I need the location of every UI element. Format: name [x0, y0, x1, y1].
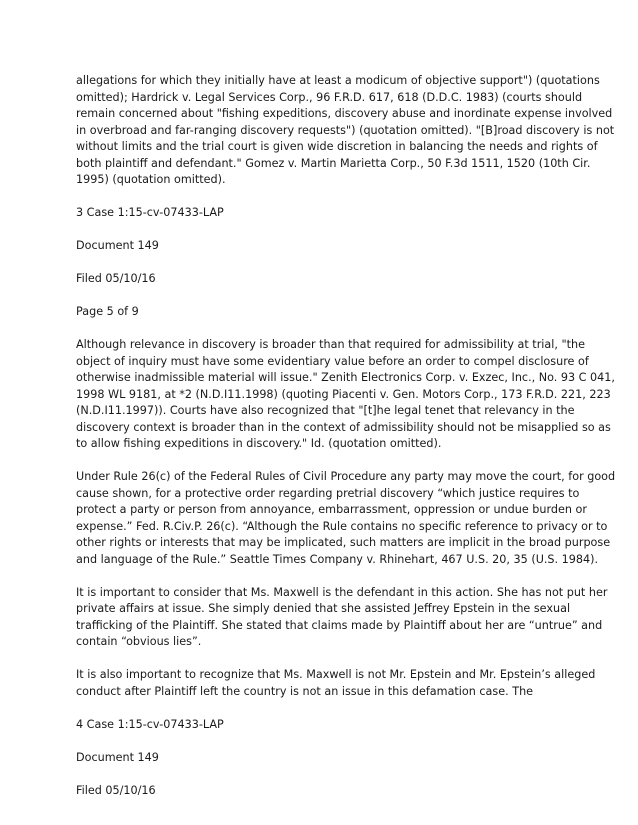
text-line: Document 149 — [76, 750, 159, 764]
text-line: Filed 05/10/16 — [76, 272, 156, 285]
text-line: other rights or interests that may be implicated, such matters are implicit in the broad purpose — [76, 536, 611, 549]
text-line: Page 5 of 9 — [76, 305, 139, 318]
text-line: cause shown, for a protective order regarding pretrial discovery “which justice requires to — [76, 486, 580, 500]
document-number — [76, 238, 576, 255]
text-line: omitted); Hardrick v. Legal Services Corp., 96 F.R.D. 617, 618 (D.D.C. 1983) (courts should — [76, 90, 583, 104]
text-line: 4 Case 1:15-cv-07433-LAP — [76, 717, 224, 731]
paragraph-defendant — [76, 585, 608, 651]
text-line: discovery context is broader than in the context of admissibility should not be misapplied so as — [76, 420, 611, 434]
text-line: trafficking of the Plaintiff. She stated that claims made by Plaintiff about her are “untrue” and — [76, 618, 603, 632]
text-line: allegations for which they initially have at least a modicum of objective support") (quotations — [76, 74, 600, 87]
filed-date — [76, 783, 576, 800]
text-line: conduct after Plaintiff left the country is not an issue in this defamation case. The — [76, 684, 534, 698]
document-page — [76, 73, 616, 816]
text-line: and language of the Rule.” Seattle Times Company v. Rhinehart, 467 U.S. 20, 35 (U.S. 1984). — [76, 552, 599, 566]
text-line: private affairs at issue. She simply denied that she assisted Jeffrey Epstein in the sexual — [76, 602, 571, 615]
text-line: 3 Case 1:15-cv-07433-LAP — [76, 206, 224, 219]
text-line: 1995) (quotation omitted). — [76, 173, 226, 186]
text-line: (N.D.I11.1997)). Courts have also recognized that "[t]he legal tenet that relevancy in the — [76, 404, 575, 417]
text-line: It is also important to recognize that Ms. Maxwell is not Mr. Epstein and Mr. Epstein’s alleged — [76, 668, 596, 681]
page-number — [76, 304, 576, 321]
text-line: protect a party or person from annoyance, embarrassment, oppression or undue burden or — [76, 503, 587, 516]
text-line: Document 149 — [76, 239, 159, 252]
text-line: It is important to consider that Ms. Maxwell is the defendant in this action. She has not put her — [76, 585, 608, 599]
paragraph-relevance — [76, 337, 615, 453]
paragraph-not-epstein — [76, 667, 596, 700]
document-number — [76, 750, 576, 767]
case-number-header — [76, 717, 576, 734]
paragraph-rule-26c — [76, 469, 616, 568]
text-line: expense.” Fed. R.Civ.P. 26(c). “Although the Rule contains no specific reference to privacy or to — [76, 519, 608, 533]
paragraph-discovery-limits — [76, 73, 615, 189]
filed-date — [76, 271, 576, 288]
text-line: to allow fishing expeditions in discovery." Id. (quotation omitted). — [76, 437, 442, 450]
text-line: in overbroad and far-ranging discovery requests") (quotation omitted). "[B]road discovery is not — [76, 123, 615, 137]
text-line: without limits and the trial court is given wide discretion in balancing the needs and rights of — [76, 140, 598, 153]
text-line: contain “obvious lies”. — [76, 635, 202, 648]
text-line: Filed 05/10/16 — [76, 783, 156, 797]
text-line: Although relevance in discovery is broader than that required for admissibility at trial, "the — [76, 338, 585, 351]
text-line: object of inquiry must have some evidentiary value before an order to compel disclosure of — [76, 354, 589, 368]
text-line: remain concerned about "fishing expeditions, discovery abuse and inordinate expense involved — [76, 107, 613, 120]
text-line: 1998 WL 9181, at *2 (N.D.I11.1998) (quoting Piacenti v. Gen. Motors Corp., 173 F.R.D. 221, 223 — [76, 387, 611, 401]
text-line: Under Rule 26(c) of the Federal Rules of Civil Procedure any party may move the court, for good — [76, 470, 616, 483]
text-line: both plaintiff and defendant." Gomez v. Martin Marietta Corp., 50 F.3d 1511, 1520 (10th Cir. — [76, 156, 591, 170]
text-line: otherwise inadmissible material will issue." Zenith Electronics Corp. v. Exzec, Inc., No. 93 C 041, — [76, 371, 615, 384]
case-number-header — [76, 205, 576, 222]
